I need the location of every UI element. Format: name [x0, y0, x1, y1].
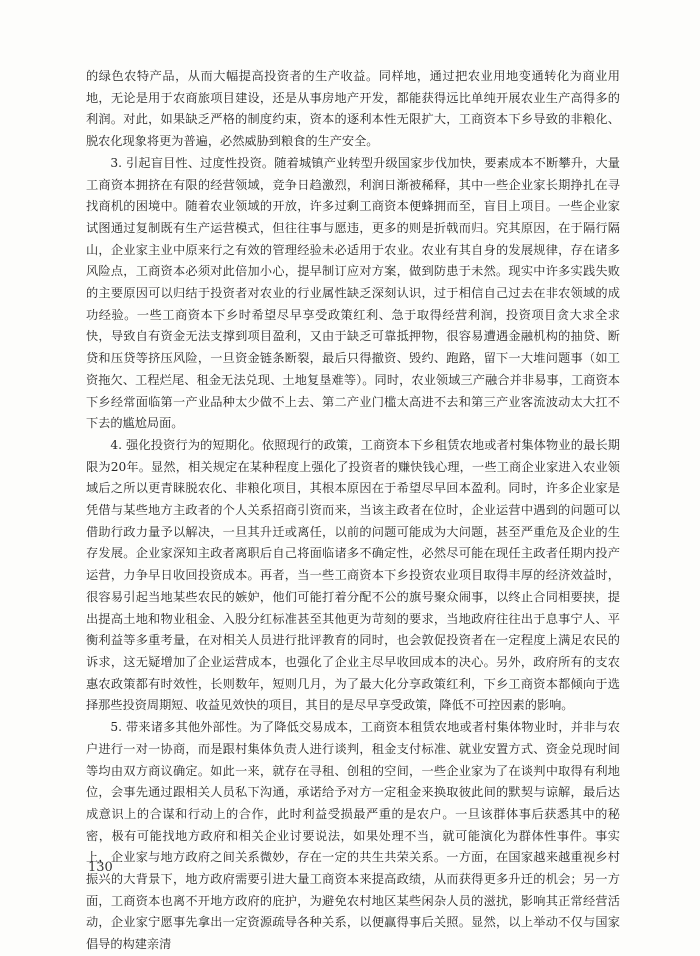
paragraph-point-4: 4. 强化投资行为的短期化。依照现行的政策，工商资本下乡租赁农地或者村集体物业的最长期限为20年。显然，相关规定在某种程度上强化了投资者的赚快钱心理，一些工商企业家进入农业领域后之所以更青睐脱农化、非粮化项目，其根本原因在于希望尽早回本盈利。同时，许多企业家是凭借与某些地方主政者的个人关系招商引资而来，当该主政者在位时，企业运营中遇到的问题可以借助行政力量予以解决，一旦其升迁或离任，以前的问题可能成为大问题，甚至严重危及企业的生存发展。企业家深知主政者离职后自己将面临诸多不确定性，必然尽可能在现任主政者任期内投产运营，力争早日收回投资成本。再者，当一些工商资本下乡投资农业项目取得丰厚的经济效益时，很容易引起当地某些农民的嫉妒，他们可能打着分配不公的旗号聚众闹事，以终止合同相要挟，提出提高土地和物业租金、入股分红标准甚至其他更为苛刻的要求，当地政府往往出于息事宁人、平衡利益等多重考量，在对相关人员进行批评教育的同时，也会敦促投资者在一定程度上满足农民的诉求，这无疑增加了企业运营成本，也强化了企业主尽早收回成本的决心。另外，政府所有的支农惠农政策都有时效性，长则数年，短则几月，为了最大化分享政策红利，下乡工商资本都倾向于选择那些投资周期短、收益见效快的项目，其目的是尽早享受政策，降低不可控因素的影响。 — [86, 437, 620, 713]
article-body — [86, 66, 620, 956]
paragraph-point-3: 3. 引起盲目性、过度性投资。随着城镇产业转型升级国家步伐加快，要素成本不断攀升，大量工商资本拥挤在有限的经营领域，竞争日趋激烈，利润日渐被稀释，其中一些企业家长期挣扎在寻找商机的困境中。随着农业领域的开放，许多过剩工商资本便蜂拥而至，盲目上项目。一些企业家试图通过复制既有生产运营模式，但往往事与愿违，更多的则是折戟而归。究其原因，在于隔行隔山，企业家主业中原来行之有效的管理经验未必适用于农业。农业有其自身的发展规律，存在诸多风险点，工商资本必须对此倍加小心，提早制订应对方案，做到防患于未然。现实中许多实践失败的主要原因可以归结于投资者对农业的行业属性缺乏深刻认识，过于相信自己过去在非农领域的成功经验。一些工商资本下乡时希望尽早享受政策红利、急于取得经营利润，投资项目贪大求全求快，导致自有资金无法支撑到项目盈利，又由于缺乏可靠抵押物，很容易遭遇金融机构的抽贷、断贷和压贷等挤压风险，一旦资金链条断裂，最后只得撤资、毁约、跑路，留下一大堆问题事（如工资拖欠、工程烂尾、租金无法兑现、土地复垦难等）。同时，农业领域三产融合并非易事，工商资本下乡经常面临第一产业品种太少做不上去、第二产业门槛太高进不去和第三产业客流波动太大扛不下去的尴尬局面。 — [86, 155, 620, 431]
paragraph-point-5: 5. 带来诸多其他外部性。为了降低交易成本，工商资本租赁农地或者村集体物业时，并非与农户进行一对一协商，而是跟村集体负责人进行谈判，租金支付标准、就业安置方式、资金兑现时间等均由双方商议确定。如此一来，就存在寻租、创租的空间，一些企业家为了在谈判中取得有利地位，会事先通过跟相关人员私下沟通，承诺给予对方一定租金来换取彼此间的默契与谅解，最后达成意识上的合谋和行动上的合作，此时利益受损最严重的是农户。一旦该群体事后获悉其中的秘密，极有可能找地方政府和相关企业讨要说法，如果处理不当，就可能演化为群体性事件。事实上，企业家与地方政府之间关系微妙，存在一定的共生共荣关系。一方面，在国家越来越重视乡村振兴的大背景下，地方政府需要引进大量工商资本来提高政绩，从而获得更多升迁的机会；另一方面，工商资本也离不开地方政府的庇护，为避免农村地区某些闲杂人员的滋扰，影响其正常经营活动，企业家宁愿事先拿出一定资源疏导各种关系，以便赢得事后关照。显然，以上举动不仅与国家倡导的构建亲清 — [86, 720, 620, 952]
page-number: 130 — [88, 860, 113, 875]
paragraph-continuation: 的绿色农特产品，从而大幅提高投资者的生产收益。同样地，通过把农业用地变通转化为商业用地，无论是用于农商旅项目建设，还是从事房地产开发，都能获得远比单纯开展农业生产高得多的利润。对此，如果缺乏严格的制度约束，资本的逐利本性无限扩大，工商资本下乡导致的非粮化、脱农化现象将更为普遍，必然威胁到粮食的生产安全。 — [86, 69, 620, 149]
